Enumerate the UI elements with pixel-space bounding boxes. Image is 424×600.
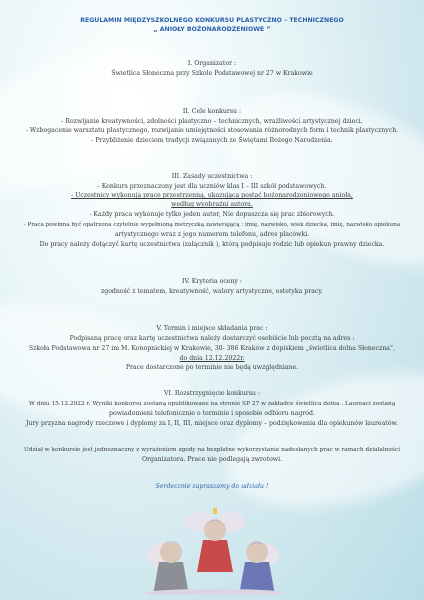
consent-line: Udział w konkursie jest jednoznaczny z wyrażeniem zgody na bezpłatne wykorzystanie nadesłanych prac w ramach działalności [23,447,400,453]
section-deadline-heading: V. Termin i miejsce składania prac : [156,325,268,332]
angel-figures-image [135,500,295,595]
section-rules-line: - Konkurs przeznaczony jest dla uczniów klas I – III szkół podstawowych. [97,183,327,190]
section-results-line: powiadomieni telefonicznie o terminie i sposobie odbioru nagród. [109,410,315,417]
section-organizer-heading: I. Organizator : [187,60,237,67]
section-rules-line: Do pracy należy dołączyć kartę uczestnictwa (załącznik ), którą podpisuje rodzic lub opiekun prawny dziecka. [39,241,385,248]
section-deadline-line: Szkoła Podstawowa nr 27 im M. Konopnickiej w Krakowie, 30- 386 Kraków z dopiskiem „świetlica dolna Słoneczna”, [28,345,396,352]
section-goals-line: - Przybliżenie dzieciom tradycji związanych ze Świętami Bożego Narodzenia. [91,137,333,144]
section-organizer-text: Świetlica Słoneczna przy Szkole Podstawowej nr 27 w Krakowie [111,70,313,77]
section-rules-line: - Każdy praca wykonuje tylko jeden autor, Nie dopuszcza się prac zbiorowych. [89,211,335,218]
section-rules-line: artystycznego wraz z jego numerem telefonu, adres placówki. [114,231,310,238]
document-subtitle: „ ANIOŁY BOŻONARODZENIOWE ” [153,26,271,33]
section-results-line: W dniu 15.12.2022 r. Wyniki konkursu zostaną opublikowane na stronie SP 27 w zakładce świetlica dolna . Laureaci zostaną [28,401,396,407]
section-results-heading: VI. Rozstrzygnięcie konkursu : [164,390,260,397]
section-rules-line: według wyobraźni autora. [171,201,253,208]
section-goals-heading: II. Cele konkursu : [182,108,242,115]
section-goals-line: - Rozwijanie kreatywności, zdolności plastyczno – technicznych, wrażliwości artystycznej dzieci. [61,118,363,125]
document-title: REGULAMIN MIĘDZYSZKOLNEGO KONKURSU PLASTYCZNO – TECHNICZNEGO [80,17,344,24]
section-criteria-text: zgodność z tematem, kreatywność, walory artystyczne, estetyka pracy. [100,288,323,295]
section-criteria-heading: IV. Kryteria oceny : [182,278,242,285]
section-goals-line: - Wzbogacenie warsztatu plastycznego, rozwijanie umiejętności stosowania różnorodnych form i technik plastycznych. [25,127,399,134]
section-results-line: Jury przyzna nagrody rzeczowe i dyplomy za I, II, III, miejsce oraz dyplomy – podziękowania dla opiekunów laureatów. [26,420,398,427]
section-deadline-line: Prace dostarczone po terminie nie będą uwzględniane. [125,364,299,371]
section-rules-line: - Uczestnicy wykonują prace przestrzenną, ukazującą postać bożonarodzeniowego anioła, [71,192,353,199]
consent-line: Organizatora. Prace nie podlegają zwrotowi. [141,456,283,463]
section-deadline-date: do dnia 12.12.2022r. [179,355,245,362]
section-deadline-line: Podpisaną pracę oraz kartę uczestnictwa należy dostarczyć osobiście lub pocztą na adres : [69,335,355,342]
section-rules-line: - Praca powinna być opatrzona czytelnie wypełnioną metryczką zawierającą : imię, nazwisko, wiek dziecka, imię, nazwisko opiekuna [23,222,401,228]
closing-invitation: Serdecznie zapraszamy do udziału ! [155,483,269,490]
section-rules-heading: III. Zasady uczestnictwa : [171,173,253,180]
